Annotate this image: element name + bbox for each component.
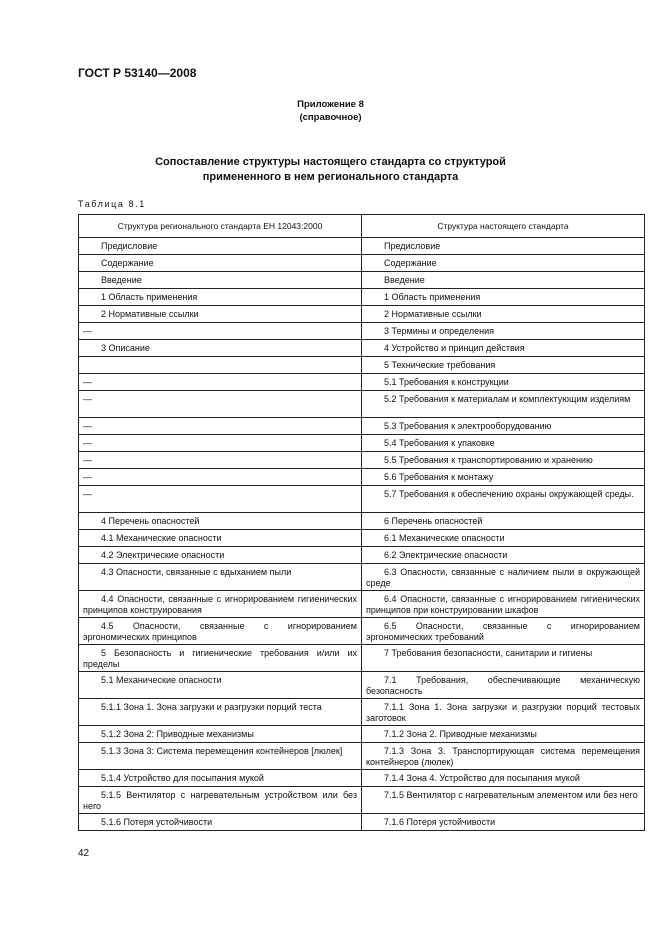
appendix-heading	[0, 98, 661, 124]
cell-text: 4 Перечень опасностей	[101, 516, 200, 526]
table-row	[79, 255, 645, 272]
cell-text: 5.1.4 Устройство для посыпания мукой	[101, 773, 264, 783]
cell-text: 5.6 Требования к монтажу	[384, 472, 494, 482]
cell-text: 7.1 Требования, обеспечивающие механическую безопасность	[366, 675, 640, 696]
table-row	[79, 513, 645, 530]
cell-text: 5.1 Требования к конструкции	[384, 377, 509, 387]
appendix-title: Приложение 8	[297, 99, 364, 110]
cell-text: Введение	[101, 275, 142, 285]
cell-text: 6.5 Опасности, связанные с игнорированием эргономических требований	[366, 621, 640, 642]
table-row	[79, 418, 645, 435]
appendix-subtitle: (справочное)	[299, 112, 362, 123]
cell-text: 7.1.2 Зона 2. Приводные механизмы	[384, 729, 537, 739]
cell-text: Содержание	[101, 258, 154, 268]
table-row	[79, 272, 645, 289]
cell-text: Предисловие	[101, 241, 158, 251]
cell-text: 7.1.5 Вентилятор с нагревательным элементом или без него	[384, 790, 638, 800]
cell-regional-standard	[79, 357, 362, 374]
cell-this-standard	[362, 564, 645, 591]
cell-this-standard	[362, 513, 645, 530]
cell-text: 5.5 Требования к транспортированию и хранению	[384, 455, 593, 465]
cell-regional-standard	[79, 469, 362, 486]
document-code: ГОСТ Р 53140—2008	[78, 66, 197, 80]
cell-this-standard	[362, 486, 645, 513]
table-row	[79, 645, 645, 672]
table-row	[79, 340, 645, 357]
table-row	[79, 391, 645, 418]
cell-this-standard	[362, 770, 645, 787]
cell-text: 5.1 Механические опасности	[101, 675, 222, 685]
cell-text: 1 Область применения	[384, 292, 481, 302]
cell-text: —	[83, 326, 92, 336]
table-row	[79, 323, 645, 340]
cell-regional-standard	[79, 391, 362, 418]
cell-regional-standard	[79, 435, 362, 452]
cell-regional-standard	[79, 306, 362, 323]
cell-this-standard	[362, 255, 645, 272]
cell-text: 4.1 Механические опасности	[101, 533, 222, 543]
cell-regional-standard	[79, 238, 362, 255]
cell-text: —	[83, 489, 92, 499]
cell-regional-standard	[79, 547, 362, 564]
cell-this-standard	[362, 306, 645, 323]
cell-this-standard	[362, 340, 645, 357]
cell-regional-standard	[79, 513, 362, 530]
cell-text: 4.4 Опасности, связанные с игнорированием гигиенических принципов конструирования	[83, 594, 357, 615]
cell-this-standard	[362, 418, 645, 435]
table-row	[79, 787, 645, 814]
cell-this-standard	[362, 618, 645, 645]
cell-text: 7.1.3 Зона 3. Транспортирующая система перемещения контейнеров (люлек)	[366, 746, 640, 767]
cell-regional-standard	[79, 374, 362, 391]
cell-this-standard	[362, 289, 645, 306]
cell-regional-standard	[79, 591, 362, 618]
cell-text: —	[83, 472, 92, 482]
cell-regional-standard	[79, 486, 362, 513]
cell-regional-standard	[79, 272, 362, 289]
table-row	[79, 743, 645, 770]
cell-this-standard	[362, 272, 645, 289]
table-row	[79, 530, 645, 547]
cell-this-standard	[362, 672, 645, 699]
cell-regional-standard	[79, 418, 362, 435]
cell-text: —	[83, 377, 92, 387]
cell-text: 6 Перечень опасностей	[384, 516, 483, 526]
cell-regional-standard	[79, 699, 362, 726]
cell-this-standard	[362, 357, 645, 374]
cell-regional-standard	[79, 672, 362, 699]
cell-text: 3 Термины и определения	[384, 326, 494, 336]
cell-regional-standard	[79, 289, 362, 306]
cell-text: 4 Устройство и принцип действия	[384, 343, 525, 353]
cell-text: 7.1.4 Зона 4. Устройство для посыпания мукой	[384, 773, 580, 783]
cell-text: 5.1.5 Вентилятор с нагревательным устройством или без него	[83, 790, 357, 811]
cell-text: —	[83, 421, 92, 431]
cell-this-standard	[362, 814, 645, 831]
cell-text: 5.2 Требования к материалам и комплектующим изделиям	[384, 394, 631, 404]
table-row	[79, 435, 645, 452]
table-row	[79, 547, 645, 564]
cell-text: 5 Безопасность и гигиенические требования и/или их пределы	[83, 648, 357, 669]
cell-regional-standard	[79, 530, 362, 547]
main-title-line-2: примененного в нем регионального стандарта	[202, 171, 459, 183]
cell-regional-standard	[79, 814, 362, 831]
table-row	[79, 238, 645, 255]
cell-text: 2 Нормативные ссылки	[101, 309, 199, 319]
cell-this-standard	[362, 435, 645, 452]
cell-text: 6.4 Опасности, связанные с игнорированием гигиенических принципов при конструировании шкафов	[366, 594, 640, 615]
cell-this-standard	[362, 787, 645, 814]
header-regional-standard: Структура регионального стандарта ЕН 12043:2000	[79, 215, 362, 238]
cell-text: 5.4 Требования к упаковке	[384, 438, 495, 448]
table-caption: Таблица 8.1	[78, 199, 146, 209]
cell-this-standard	[362, 645, 645, 672]
cell-text: 6.3 Опасности, связанные с наличием пыли в окружающей среде	[366, 567, 640, 588]
cell-regional-standard	[79, 645, 362, 672]
cell-text: 7.1.6 Потеря устойчивости	[384, 817, 496, 827]
cell-this-standard	[362, 238, 645, 255]
structure-comparison-table	[78, 214, 645, 831]
cell-regional-standard	[79, 618, 362, 645]
cell-text: 5 Технические требования	[384, 360, 496, 370]
cell-text: 1 Область применения	[101, 292, 198, 302]
cell-this-standard	[362, 699, 645, 726]
table-row	[79, 591, 645, 618]
table-row	[79, 374, 645, 391]
table-row	[79, 618, 645, 645]
table-row	[79, 486, 645, 513]
table-row	[79, 726, 645, 743]
cell-text: —	[83, 455, 92, 465]
cell-text: 5.1.2 Зона 2: Приводные механизмы	[101, 729, 254, 739]
cell-regional-standard	[79, 743, 362, 770]
cell-this-standard	[362, 452, 645, 469]
table-row	[79, 357, 645, 374]
cell-this-standard	[362, 743, 645, 770]
cell-text: —	[83, 394, 92, 404]
cell-this-standard	[362, 469, 645, 486]
table-row	[79, 770, 645, 787]
cell-text: 7 Требования безопасности, санитарии и гигиены	[384, 648, 593, 658]
cell-this-standard	[362, 726, 645, 743]
main-title	[0, 155, 661, 185]
cell-this-standard	[362, 374, 645, 391]
cell-this-standard	[362, 547, 645, 564]
table-row	[79, 699, 645, 726]
cell-this-standard	[362, 391, 645, 418]
cell-regional-standard	[79, 452, 362, 469]
cell-text: 2 Нормативные ссылки	[384, 309, 482, 319]
cell-regional-standard	[79, 726, 362, 743]
table-header-row	[79, 215, 645, 238]
cell-text: 5.3 Требования к электрооборудованию	[384, 421, 552, 431]
cell-regional-standard	[79, 787, 362, 814]
cell-text: Введение	[384, 275, 425, 285]
cell-regional-standard	[79, 770, 362, 787]
table-row	[79, 289, 645, 306]
header-this-standard: Структура настоящего стандарта	[362, 215, 645, 238]
cell-this-standard	[362, 323, 645, 340]
page-number: 42	[78, 848, 90, 859]
cell-text: 5.7 Требования к обеспечению охраны окружающей среды.	[384, 489, 634, 499]
cell-text: 4.5 Опасности, связанные с игнорированием эргономических принципов	[83, 621, 357, 642]
table-row	[79, 814, 645, 831]
cell-regional-standard	[79, 255, 362, 272]
cell-text: 4.3 Опасности, связанные с вдыханием пыли	[101, 567, 292, 577]
cell-text: 5.1.1 Зона 1. Зона загрузки и разгрузки порций теста	[101, 702, 322, 712]
cell-regional-standard	[79, 340, 362, 357]
cell-text: —	[83, 438, 92, 448]
cell-text: 6.2 Электрические опасности	[384, 550, 508, 560]
cell-regional-standard	[79, 564, 362, 591]
cell-text: 4.2 Электрические опасности	[101, 550, 225, 560]
cell-text: 6.1 Механические опасности	[384, 533, 505, 543]
cell-this-standard	[362, 591, 645, 618]
cell-text: Предисловие	[384, 241, 441, 251]
cell-text: 7.1.1 Зона 1. Зона загрузки и разгрузки порций тестовых заготовок	[366, 702, 640, 723]
table-row	[79, 452, 645, 469]
table-row	[79, 672, 645, 699]
cell-text: 3 Описание	[101, 343, 150, 353]
table-body	[79, 238, 645, 831]
cell-regional-standard	[79, 323, 362, 340]
cell-text: 5.1.6 Потеря устойчивости	[101, 817, 213, 827]
cell-text: 5.1.3 Зона 3: Система перемещения контейнеров [люлек]	[101, 746, 343, 756]
table-row	[79, 306, 645, 323]
cell-text: Содержание	[384, 258, 437, 268]
cell-this-standard	[362, 530, 645, 547]
table-row	[79, 564, 645, 591]
table-row	[79, 469, 645, 486]
main-title-line-1: Сопоставление структуры настоящего стандарта со структурой	[155, 156, 506, 168]
